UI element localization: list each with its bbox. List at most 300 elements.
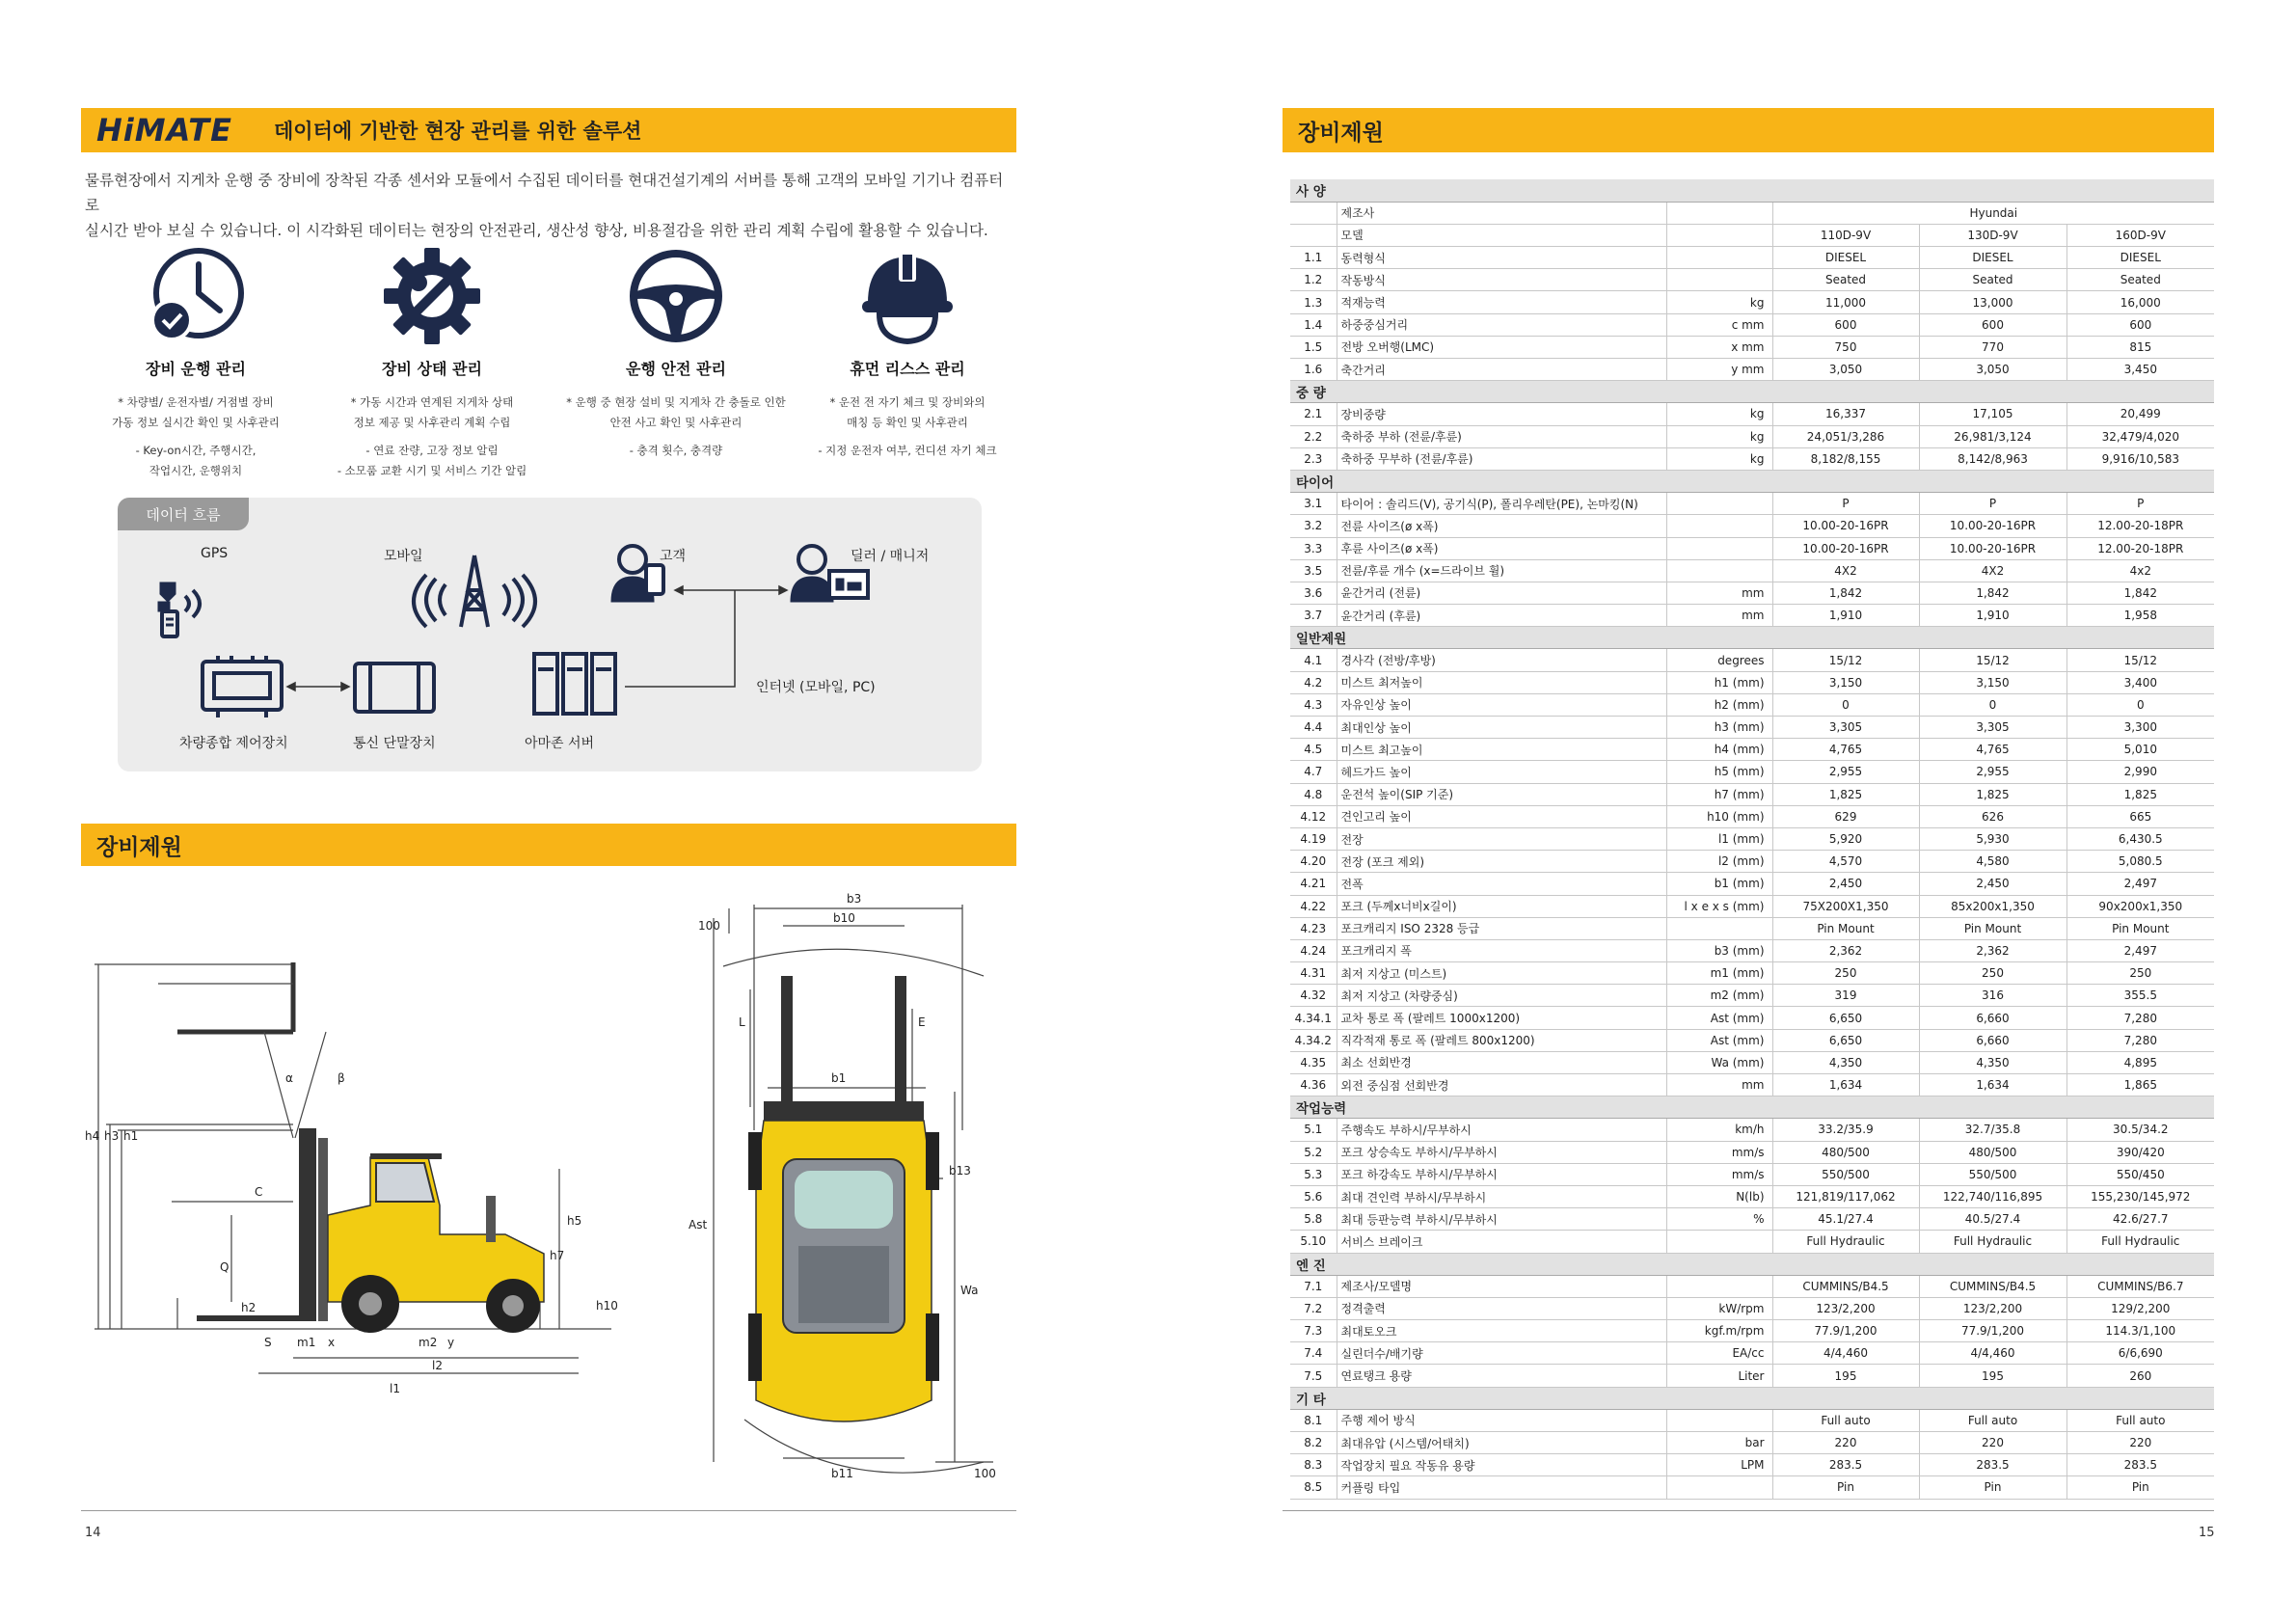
feature-sub-line: - 소모품 교환 시기 및 서비스 기간 알림 bbox=[337, 464, 527, 477]
spec-item: 포크 상승속도 부하시/무부하시 bbox=[1337, 1141, 1666, 1163]
spec-value: CUMMINS/B6.7 bbox=[2066, 1275, 2214, 1297]
spec-value: 550/500 bbox=[1772, 1163, 1919, 1185]
spec-item: 전방 오버행(LMC) bbox=[1337, 336, 1666, 358]
spec-value: Full Hydraulic bbox=[1919, 1231, 2066, 1253]
spec-item: 적재능력 bbox=[1337, 291, 1666, 313]
feature-desc-line: * 운전 전 자기 체크 및 장비와의 bbox=[829, 395, 986, 409]
himate-logo bbox=[81, 108, 274, 152]
spec-value: 8,142/8,963 bbox=[1919, 447, 2066, 470]
feature-sub bbox=[565, 441, 787, 461]
spec-no: 1.2 bbox=[1290, 269, 1337, 291]
spec-value: 3,150 bbox=[1772, 671, 1919, 693]
spec-section-header bbox=[1290, 179, 2214, 202]
spec-unit bbox=[1666, 1409, 1772, 1431]
spec-value: 195 bbox=[1772, 1365, 1919, 1387]
steering-wheel-icon bbox=[623, 243, 729, 349]
spec-unit: h4 (mm) bbox=[1666, 739, 1772, 761]
dim-h10: h10 bbox=[596, 1299, 618, 1313]
spec-unit: Wa (mm) bbox=[1666, 1051, 1772, 1073]
spec-row bbox=[1290, 247, 2214, 269]
dim-wa: Wa bbox=[960, 1284, 979, 1297]
dim-h7: h7 bbox=[550, 1249, 565, 1262]
spec-row bbox=[1290, 336, 2214, 358]
spec-value: 40.5/27.4 bbox=[1919, 1208, 2066, 1231]
spec-unit bbox=[1666, 1275, 1772, 1297]
spec-item: 윤간거리 (전륜) bbox=[1337, 582, 1666, 604]
spec-item: 최대인상 높이 bbox=[1337, 717, 1666, 739]
spec-item: 제조사 bbox=[1337, 202, 1666, 224]
spec-no: 4.31 bbox=[1290, 962, 1337, 985]
spec-no: 4.4 bbox=[1290, 717, 1337, 739]
spec-row bbox=[1290, 1297, 2214, 1319]
spec-value: 4,580 bbox=[1919, 851, 2066, 873]
dim-l1: l1 bbox=[390, 1382, 400, 1395]
spec-value: Pin Mount bbox=[1772, 917, 1919, 939]
spec-value: 1,825 bbox=[1919, 783, 2066, 805]
spec-unit: x mm bbox=[1666, 336, 1772, 358]
spec-value: 1,634 bbox=[1772, 1074, 1919, 1096]
spec-item: 하중중심거리 bbox=[1337, 313, 1666, 336]
spec-value: 6,660 bbox=[1919, 1029, 2066, 1051]
spec-value: 10.00-20-16PR bbox=[1772, 537, 1919, 559]
spec-value: 8,182/8,155 bbox=[1772, 447, 1919, 470]
spec-no: 5.10 bbox=[1290, 1231, 1337, 1253]
spec-value: 4x2 bbox=[2066, 559, 2214, 582]
spec-item: 제조사/모델명 bbox=[1337, 1275, 1666, 1297]
spec-value: 1,910 bbox=[1772, 605, 1919, 627]
spec-no: 2.3 bbox=[1290, 447, 1337, 470]
feature-sub-line: - Key-on시간, 주행시간, bbox=[135, 444, 257, 457]
spec-value: 33.2/35.9 bbox=[1772, 1119, 1919, 1141]
spec-item: 전장 bbox=[1337, 827, 1666, 850]
flow-label-vehicle-controller: 차량종합 제어장치 bbox=[179, 736, 288, 751]
spec-no: 4.20 bbox=[1290, 851, 1337, 873]
spec-value: 2,450 bbox=[1919, 873, 2066, 895]
spec-value: 319 bbox=[1772, 985, 1919, 1007]
spec-value: 480/500 bbox=[1919, 1141, 2066, 1163]
spec-value: 15/12 bbox=[2066, 649, 2214, 671]
spec-unit bbox=[1666, 1476, 1772, 1499]
spec-item: 축간거리 bbox=[1337, 359, 1666, 381]
feature-desc-line: * 운행 중 현장 설비 및 지게차 간 충돌로 인한 bbox=[566, 395, 786, 409]
spec-value: 3,050 bbox=[1772, 359, 1919, 381]
spec-unit: h1 (mm) bbox=[1666, 671, 1772, 693]
spec-unit: degrees bbox=[1666, 649, 1772, 671]
spec-row bbox=[1290, 1141, 2214, 1163]
spec-unit bbox=[1666, 559, 1772, 582]
spec-value: 12.00-20-18PR bbox=[2066, 537, 2214, 559]
spec-value: 6/6,690 bbox=[2066, 1342, 2214, 1365]
spec-item: 커플링 타입 bbox=[1337, 1476, 1666, 1499]
spec-value: 110D-9V bbox=[1772, 224, 1919, 246]
spec-value: 7,280 bbox=[2066, 1007, 2214, 1029]
spec-unit: bar bbox=[1666, 1432, 1772, 1454]
spec-no: 4.5 bbox=[1290, 739, 1337, 761]
page-rule-right bbox=[1283, 1510, 2214, 1511]
spec-value: Full Hydraulic bbox=[2066, 1231, 2214, 1253]
spec-item: 운전석 높이(SIP 기준) bbox=[1337, 783, 1666, 805]
spec-item: 타이어 : 솔리드(V), 공기식(P), 폴리우레탄(PE), 논마킹(N) bbox=[1337, 493, 1666, 515]
spec-value: 155,230/145,972 bbox=[2066, 1185, 2214, 1207]
spec-no: 1.5 bbox=[1290, 336, 1337, 358]
spec-item: 전륜/후륜 개수 (x=드라이브 휠) bbox=[1337, 559, 1666, 582]
spec-row bbox=[1290, 917, 2214, 939]
page-rule-left bbox=[81, 1510, 1016, 1511]
spec-item: 교차 통로 폭 (팔레트 1000x1200) bbox=[1337, 1007, 1666, 1029]
spec-no: 1.3 bbox=[1290, 291, 1337, 313]
feature-title: 운행 안전 관리 bbox=[626, 360, 726, 378]
dim-l2: l2 bbox=[432, 1359, 443, 1372]
spec-section-header bbox=[1290, 627, 2214, 649]
spec-item: 작동방식 bbox=[1337, 269, 1666, 291]
spec-row bbox=[1290, 717, 2214, 739]
server-icon bbox=[534, 654, 615, 714]
spec-unit: kg bbox=[1666, 291, 1772, 313]
spec-no: 4.24 bbox=[1290, 939, 1337, 961]
spec-section-title: 엔 진 bbox=[1290, 1253, 2214, 1275]
spec-value: Pin bbox=[2066, 1476, 2214, 1499]
forklift-top-illustration bbox=[748, 976, 939, 1421]
spec-value: 260 bbox=[2066, 1365, 2214, 1387]
spec-value: 4/4,460 bbox=[1772, 1342, 1919, 1365]
spec-item: 최대유압 (시스템/어태치) bbox=[1337, 1432, 1666, 1454]
spec-value: 30.5/34.2 bbox=[2066, 1119, 2214, 1141]
spec-item: 축하중 무부하 (전륜/후륜) bbox=[1337, 447, 1666, 470]
dim-h1: h1 bbox=[123, 1129, 139, 1143]
spec-unit: l2 (mm) bbox=[1666, 851, 1772, 873]
spec-value: 1,634 bbox=[1919, 1074, 2066, 1096]
spec-unit bbox=[1666, 493, 1772, 515]
spec-value: 4,570 bbox=[1772, 851, 1919, 873]
spec-value: 2,362 bbox=[1772, 939, 1919, 961]
spec-item: 견인고리 높이 bbox=[1337, 805, 1666, 827]
dim-b13: b13 bbox=[949, 1164, 971, 1177]
spec-no: 3.6 bbox=[1290, 582, 1337, 604]
spec-value: 195 bbox=[1919, 1365, 2066, 1387]
spec-no: 4.3 bbox=[1290, 693, 1337, 716]
spec-row bbox=[1290, 739, 2214, 761]
spec-value: 129/2,200 bbox=[2066, 1297, 2214, 1319]
spec-value: 250 bbox=[1772, 962, 1919, 985]
spec-value: 0 bbox=[2066, 693, 2214, 716]
feature-sub bbox=[797, 441, 1018, 461]
spec-unit: y mm bbox=[1666, 359, 1772, 381]
dim-h4: h4 bbox=[85, 1129, 100, 1143]
flow-label-gps: GPS bbox=[201, 546, 229, 561]
spec-item: 모델 bbox=[1337, 224, 1666, 246]
page-number-left: 14 bbox=[85, 1526, 101, 1540]
spec-value: DIESEL bbox=[1772, 247, 1919, 269]
spec-row bbox=[1290, 313, 2214, 336]
spec-row bbox=[1290, 403, 2214, 425]
spec-row bbox=[1290, 605, 2214, 627]
spec-row bbox=[1290, 269, 2214, 291]
spec-row bbox=[1290, 537, 2214, 559]
spec-row bbox=[1290, 1208, 2214, 1231]
spec-value: Full auto bbox=[2066, 1409, 2214, 1431]
safety-helmet-icon bbox=[854, 243, 960, 349]
spec-item: 헤드가드 높이 bbox=[1337, 761, 1666, 783]
spec-value: 17,105 bbox=[1919, 403, 2066, 425]
spec-unit: kgf.m/rpm bbox=[1666, 1320, 1772, 1342]
spec-no: 4.21 bbox=[1290, 873, 1337, 895]
spec-item: 장비중량 bbox=[1337, 403, 1666, 425]
spec-value: 130D-9V bbox=[1919, 224, 2066, 246]
spec-value: 15/12 bbox=[1772, 649, 1919, 671]
spec-value: 3,450 bbox=[2066, 359, 2214, 381]
spec-item: 미스트 최저높이 bbox=[1337, 671, 1666, 693]
spec-no: 1.4 bbox=[1290, 313, 1337, 336]
spec-row bbox=[1290, 1231, 2214, 1253]
dim-h3: h3 bbox=[104, 1129, 120, 1143]
gear-wrench-icon bbox=[379, 243, 485, 349]
spec-no: 7.1 bbox=[1290, 1275, 1337, 1297]
spec-value: 283.5 bbox=[2066, 1454, 2214, 1476]
spec-value: DIESEL bbox=[1919, 247, 2066, 269]
spec-unit: h3 (mm) bbox=[1666, 717, 1772, 739]
spec-row bbox=[1290, 1007, 2214, 1029]
vehicle-controller-icon bbox=[203, 656, 282, 717]
spec-value: Full Hydraulic bbox=[1772, 1231, 1919, 1253]
spec-row bbox=[1290, 1432, 2214, 1454]
dim-alpha: α bbox=[285, 1071, 293, 1085]
spec-value: 4,765 bbox=[1919, 739, 2066, 761]
spec-value: 600 bbox=[2066, 313, 2214, 336]
dim-x: x bbox=[328, 1336, 336, 1349]
spec-value: 1,842 bbox=[1919, 582, 2066, 604]
spec-unit bbox=[1666, 224, 1772, 246]
spec-row bbox=[1290, 1163, 2214, 1185]
spec-row bbox=[1290, 761, 2214, 783]
spec-row bbox=[1290, 1320, 2214, 1342]
spec-unit: mm bbox=[1666, 582, 1772, 604]
spec-value: 2,497 bbox=[2066, 939, 2214, 961]
spec-row bbox=[1290, 447, 2214, 470]
spec-no: 5.3 bbox=[1290, 1163, 1337, 1185]
spec-value: Full auto bbox=[1772, 1409, 1919, 1431]
spec-item: 포크 (두께x너비x길이) bbox=[1337, 895, 1666, 917]
spec-value: 2,497 bbox=[2066, 873, 2214, 895]
spec-value: 1,825 bbox=[1772, 783, 1919, 805]
spec-section-header bbox=[1290, 1253, 2214, 1275]
spec-value: Full auto bbox=[1919, 1409, 2066, 1431]
spec-value: 4/4,460 bbox=[1919, 1342, 2066, 1365]
spec-value: Seated bbox=[1772, 269, 1919, 291]
spec-value: 10.00-20-16PR bbox=[1919, 537, 2066, 559]
spec-section-title: 사 양 bbox=[1290, 179, 2214, 202]
spec-value: 13,000 bbox=[1919, 291, 2066, 313]
spec-item: 자유인상 높이 bbox=[1337, 693, 1666, 716]
spec-row bbox=[1290, 559, 2214, 582]
spec-row bbox=[1290, 493, 2214, 515]
customer-icon bbox=[611, 546, 663, 602]
spec-unit bbox=[1666, 1231, 1772, 1253]
spec-section-title: 일반제원 bbox=[1290, 627, 2214, 649]
dim-b10: b10 bbox=[833, 911, 855, 925]
spec-unit: c mm bbox=[1666, 313, 1772, 336]
clock-check-icon bbox=[143, 243, 249, 349]
spec-value: 5,010 bbox=[2066, 739, 2214, 761]
spec-row bbox=[1290, 693, 2214, 716]
spec-no bbox=[1290, 202, 1337, 224]
spec-no: 8.3 bbox=[1290, 1454, 1337, 1476]
himate-banner bbox=[81, 108, 1016, 152]
spec-row bbox=[1290, 1342, 2214, 1365]
spec-unit: kg bbox=[1666, 425, 1772, 447]
dim-m1: m1 bbox=[297, 1336, 316, 1349]
spec-unit: N(lb) bbox=[1666, 1185, 1772, 1207]
data-flow-diagram bbox=[118, 498, 982, 771]
spec-value: 3,305 bbox=[1919, 717, 2066, 739]
spec-value: CUMMINS/B4.5 bbox=[1919, 1275, 2066, 1297]
spec-unit: h2 (mm) bbox=[1666, 693, 1772, 716]
spec-row bbox=[1290, 359, 2214, 381]
spec-row bbox=[1290, 515, 2214, 537]
spec-row bbox=[1290, 671, 2214, 693]
feature-desc bbox=[85, 392, 307, 433]
spec-value: 480/500 bbox=[1772, 1141, 1919, 1163]
spec-value: 2,955 bbox=[1919, 761, 2066, 783]
spec-value: 123/2,200 bbox=[1919, 1297, 2066, 1319]
gps-icon bbox=[158, 582, 200, 636]
spec-section-title: 기 타 bbox=[1290, 1387, 2214, 1409]
spec-item: 경사각 (전방/후방) bbox=[1337, 649, 1666, 671]
spec-unit: Ast (mm) bbox=[1666, 1029, 1772, 1051]
spec-no: 4.34.2 bbox=[1290, 1029, 1337, 1051]
spec-item: 후륜 사이즈(ø x폭) bbox=[1337, 537, 1666, 559]
dim-c: C bbox=[255, 1185, 263, 1199]
spec-value: 2,450 bbox=[1772, 873, 1919, 895]
spec-value: 5,080.5 bbox=[2066, 851, 2214, 873]
spec-item: 포크캐리지 ISO 2328 등급 bbox=[1337, 917, 1666, 939]
spec-item: 전륜 사이즈(ø x폭) bbox=[1337, 515, 1666, 537]
dim-100-bottom: 100 bbox=[974, 1467, 996, 1480]
spec-value: 24,051/3,286 bbox=[1772, 425, 1919, 447]
dim-beta: β bbox=[338, 1071, 345, 1085]
spec-unit: kg bbox=[1666, 447, 1772, 470]
spec-value: 626 bbox=[1919, 805, 2066, 827]
feature-desc bbox=[565, 392, 787, 433]
spec-unit bbox=[1666, 269, 1772, 291]
feature-desc bbox=[321, 392, 543, 433]
spec-value: 316 bbox=[1919, 985, 2066, 1007]
spec-section-header bbox=[1290, 1387, 2214, 1409]
spec-value: 550/450 bbox=[2066, 1163, 2214, 1185]
spec-value: 4,765 bbox=[1772, 739, 1919, 761]
spec-no: 5.8 bbox=[1290, 1208, 1337, 1231]
spec-no: 7.2 bbox=[1290, 1297, 1337, 1319]
spec-value: 355.5 bbox=[2066, 985, 2214, 1007]
spec-value: 6,650 bbox=[1772, 1007, 1919, 1029]
spec-no: 4.19 bbox=[1290, 827, 1337, 850]
spec-item: 포크캐리지 폭 bbox=[1337, 939, 1666, 961]
spec-value: 750 bbox=[1772, 336, 1919, 358]
spec-row bbox=[1290, 1029, 2214, 1051]
spec-no: 3.3 bbox=[1290, 537, 1337, 559]
spec-value: 16,337 bbox=[1772, 403, 1919, 425]
spec-value: 90x200x1,350 bbox=[2066, 895, 2214, 917]
spec-value: 2,955 bbox=[1772, 761, 1919, 783]
spec-value: 3,300 bbox=[2066, 717, 2214, 739]
spec-no: 5.2 bbox=[1290, 1141, 1337, 1163]
spec-item: 전폭 bbox=[1337, 873, 1666, 895]
spec-row bbox=[1290, 425, 2214, 447]
spec-value: 15/12 bbox=[1919, 649, 2066, 671]
spec-item: 최대토오크 bbox=[1337, 1320, 1666, 1342]
spec-row bbox=[1290, 1365, 2214, 1387]
spec-unit: mm bbox=[1666, 1074, 1772, 1096]
spec-item: 작업장치 필요 작동유 용량 bbox=[1337, 1454, 1666, 1476]
spec-no: 2.2 bbox=[1290, 425, 1337, 447]
intro-line-1: 물류현장에서 지게차 운행 중 장비에 장착된 각종 센서와 모듈에서 수집된 데이터를 현대건설기계의 서버를 통해 고객의 모바일 기기나 컴퓨터로 bbox=[85, 172, 1004, 214]
spec-value: 1,865 bbox=[2066, 1074, 2214, 1096]
spec-item: 직각적재 통로 폭 (팔레트 800x1200) bbox=[1337, 1029, 1666, 1051]
terminal-icon bbox=[355, 663, 434, 712]
spec-item: 최대 견인력 부하시/무부하시 bbox=[1337, 1185, 1666, 1207]
spec-unit: m1 (mm) bbox=[1666, 962, 1772, 985]
dim-s: S bbox=[264, 1336, 272, 1349]
spec-no: 4.32 bbox=[1290, 985, 1337, 1007]
spec-no: 4.12 bbox=[1290, 805, 1337, 827]
spec-value: 283.5 bbox=[1919, 1454, 2066, 1476]
spec-value: 4,350 bbox=[1772, 1051, 1919, 1073]
spec-table bbox=[1290, 179, 2214, 1500]
spec-no: 7.3 bbox=[1290, 1320, 1337, 1342]
spec-value: 20,499 bbox=[2066, 403, 2214, 425]
spec-value: 32.7/35.8 bbox=[1919, 1119, 2066, 1141]
spec-value: Seated bbox=[2066, 269, 2214, 291]
spec-value: 770 bbox=[1919, 336, 2066, 358]
spec-value: 2,362 bbox=[1919, 939, 2066, 961]
spec-value: 3,150 bbox=[1919, 671, 2066, 693]
spec-row bbox=[1290, 1476, 2214, 1499]
spec-no: 1.1 bbox=[1290, 247, 1337, 269]
spec-value: 250 bbox=[1919, 962, 2066, 985]
spec-no: 5.6 bbox=[1290, 1185, 1337, 1207]
spec-value: 6,660 bbox=[1919, 1007, 2066, 1029]
spec-row bbox=[1290, 1074, 2214, 1096]
forklift-top-diagram bbox=[689, 880, 1022, 1487]
spec-unit: h10 (mm) bbox=[1666, 805, 1772, 827]
dim-h2: h2 bbox=[241, 1301, 257, 1314]
spec-value: 4,895 bbox=[2066, 1051, 2214, 1073]
spec-value: 5,930 bbox=[1919, 827, 2066, 850]
spec-unit: Liter bbox=[1666, 1365, 1772, 1387]
spec-row bbox=[1290, 805, 2214, 827]
spec-no: 3.5 bbox=[1290, 559, 1337, 582]
spec-unit: l x e x s (mm) bbox=[1666, 895, 1772, 917]
spec-banner-left bbox=[81, 824, 1016, 866]
spec-value: CUMMINS/B4.5 bbox=[1772, 1275, 1919, 1297]
spec-no: 1.6 bbox=[1290, 359, 1337, 381]
spec-value: 250 bbox=[2066, 962, 2214, 985]
spec-no: 4.23 bbox=[1290, 917, 1337, 939]
feature-desc-line: 안전 사고 확인 및 사후관리 bbox=[609, 416, 743, 429]
page-number-right: 15 bbox=[2199, 1526, 2215, 1540]
spec-value: 160D-9V bbox=[2066, 224, 2214, 246]
spec-value: 85x200x1,350 bbox=[1919, 895, 2066, 917]
flow-label-terminal: 통신 단말장치 bbox=[353, 736, 436, 751]
feature-equipment-status bbox=[321, 243, 543, 481]
spec-value: 390/420 bbox=[2066, 1141, 2214, 1163]
spec-unit bbox=[1666, 202, 1772, 224]
spec-item: 윤간거리 (후륜) bbox=[1337, 605, 1666, 627]
spec-value: Pin bbox=[1919, 1476, 2066, 1499]
spec-no: 4.2 bbox=[1290, 671, 1337, 693]
dim-b1: b1 bbox=[831, 1071, 847, 1085]
spec-value: 3,305 bbox=[1772, 717, 1919, 739]
spec-value: 9,916/10,583 bbox=[2066, 447, 2214, 470]
